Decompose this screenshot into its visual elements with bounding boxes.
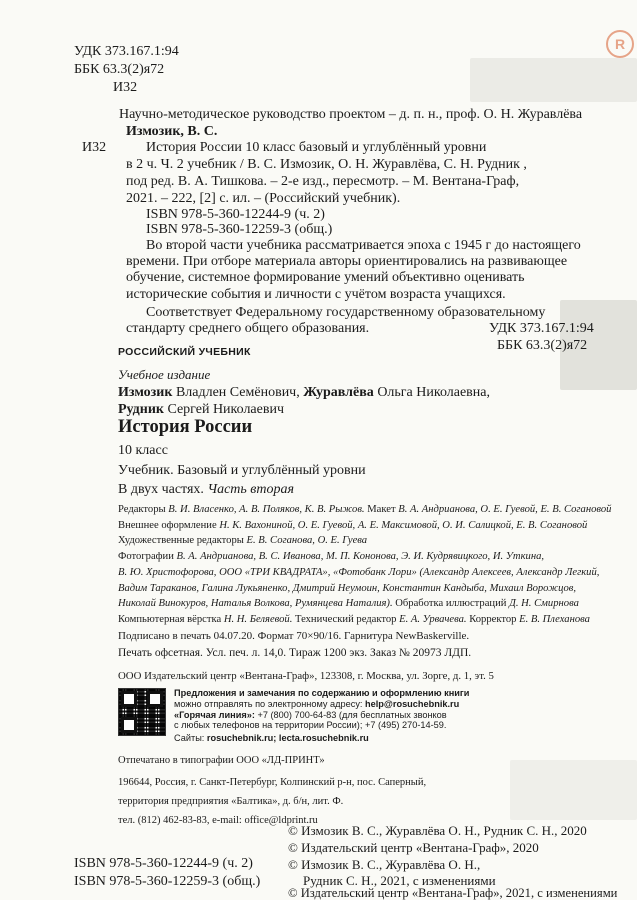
author-2-surname: Журавлёва: [303, 385, 374, 400]
catalog-line-4: 2021. – 222, [2] с. ил. – (Российский учебник).: [126, 191, 401, 206]
author-mark-top: И32: [113, 80, 138, 95]
art-names: Е. В. Соганова, О. Е. Гуева: [246, 535, 368, 547]
credits-tech-line: [118, 612, 633, 628]
qr-code-icon: [118, 688, 166, 736]
catalog-author-mark: И32: [82, 140, 107, 155]
supervisor-line: Научно-методическое руководство проектом – д. п. н., проф. О. Н. Журавлёва: [119, 107, 583, 122]
credits-photo-line-2: В. Ю. Христофорова, ООО «ТРИ КВАДРАТА», «Фотобанк Лори» (Александр Алексеев, Александр Легкий,: [118, 566, 600, 578]
book-parts: [118, 482, 294, 498]
tech-label: Технический редактор: [295, 613, 397, 625]
layout2-label: Компьютерная вёрстка: [118, 613, 222, 625]
catalog-isbn-total: ISBN 978-5-360-12259-3 (общ.): [146, 222, 333, 237]
contact-heading: Предложения и замечания по содержанию и оформлению книги: [174, 688, 470, 698]
printer-line-3: территория предприятия «Балтика», д. б/н, лит. Ф.: [118, 796, 344, 807]
credits-art-line: [118, 533, 633, 549]
layout2-name: Н. Н. Беляевой.: [223, 613, 293, 625]
udk-top: УДК 373.167.1:94: [74, 44, 179, 59]
catalog-isbn-part: ISBN 978-5-360-12244-9 (ч. 2): [146, 207, 325, 222]
contact-email-line: [174, 699, 469, 710]
sites-label: Сайты:: [174, 733, 205, 744]
authors-line-1: [118, 385, 490, 401]
catalog-line-2: в 2 ч. Ч. 2 учебник / В. С. Измозик, О. Н. Журавлёва, С. Н. Рудник ,: [126, 157, 527, 172]
copyright-3b: Рудник С. Н., 2021, с изменениями: [303, 873, 496, 888]
show-through-band: [470, 58, 637, 102]
hotline-label: «Горячая линия»:: [174, 709, 255, 720]
credits-photo-line-3: Вадим Тараканов, Галина Лукьяненко, Дмитрий Неумоин, Константин Кандыба, Михаил Ворожцов,: [118, 582, 577, 594]
credits-photo-line-4: [118, 596, 633, 612]
author-3-names: Сергей Николаевич: [167, 402, 285, 417]
copyright-3: © Измозик В. С., Журавлёва О. Н.,: [288, 857, 481, 872]
photo-label: Фотографии: [118, 551, 174, 563]
copyright-4: © Издательский центр «Вентана-Граф», 2021, с изменениями: [288, 886, 618, 900]
editors-label: Редакторы: [118, 504, 166, 515]
design-names: Н. К. Вахониной, О. Е. Гуевой, А. Е. Максимовой, О. И. Салицкой, Е. В. Согановой: [219, 519, 588, 531]
illustr-label: Обработка иллюстраций: [395, 598, 507, 610]
copyright-2: © Издательский центр «Вентана-Граф», 2020: [288, 840, 539, 855]
hotline-note: с любых телефонов на территории России);: [174, 720, 363, 731]
contact-email: help@rosuchebnik.ru: [365, 698, 460, 709]
catalog-author: Измозик, В. С.: [126, 124, 218, 139]
credits-editors-line: [118, 502, 633, 518]
contact-email-label: можно отправлять по электронному адресу:: [174, 698, 363, 709]
edition-type: Учебное издание: [118, 367, 211, 382]
photo-names-4: Николай Винокуров, Наталья Волкова, Румянцева Наталия).: [118, 598, 393, 610]
print-line-1: Подписано в печать 04.07.20. Формат 70×90/16. Гарнитура NewBaskerville.: [118, 630, 470, 642]
book-title: История России: [118, 417, 253, 437]
annotation-paragraph-2: Соответствует Федеральному государственному образовательному стандарту среднего общего образования.: [126, 304, 546, 337]
printer-line-1: Отпечатано в типографии ООО «ЛД-ПРИНТ»: [118, 755, 325, 766]
layout-names: В. А. Андрианова, О. Е. Гуевой, Е. В. Согановой: [398, 504, 612, 515]
credits-design-line: [118, 518, 633, 534]
bbk-top: ББК 63.3(2)я72: [74, 62, 165, 77]
contact-block: [174, 688, 469, 744]
author-1-names: Владлен Семёнович,: [175, 385, 300, 400]
annotation-paragraph-1: Во второй части учебника рассматривается эпоха с 1945 г до настоящего времени. При отборе материала авторы ориентировались на развивающее обучение, системное формирование умений объективно оценивать исторические события и личности с учётом возраста учащихся.: [126, 238, 581, 302]
show-through-block-2: [510, 760, 637, 820]
book-part-number: Часть вторая: [207, 482, 294, 497]
layout-label: Макет: [367, 504, 396, 515]
catalog-line-1: История России 10 класс базовый и углублённый уровни: [146, 140, 487, 155]
qr-corner: [121, 717, 137, 733]
printer-line-4: тел. (812) 462-83-83, e-mail: office@ldprint.ru: [118, 815, 318, 826]
book-grade: 10 класс: [118, 443, 168, 458]
phone-2: +7 (495) 270-14-59.: [364, 720, 447, 731]
series-label: РОССИЙСКИЙ УЧЕБНИК: [118, 346, 251, 358]
publisher-address: ООО Издательский центр «Вентана-Граф», 123308, г. Москва, ул. Зорге, д. 1, эт. 5: [118, 670, 494, 682]
footer-isbn-total: ISBN 978-5-360-12259-3 (общ.): [74, 874, 261, 889]
book-type: Учебник. Базовый и углублённый уровни: [118, 463, 366, 478]
udk-bottom: УДК 373.167.1:94: [489, 321, 594, 336]
credits-photo-line-1: [118, 549, 633, 565]
authors-line-2: [118, 402, 284, 418]
author-1-surname: Измозик: [118, 385, 173, 400]
editors-names: В. И. Власенко, А. В. Поляков, К. В. Рыжов.: [168, 504, 365, 515]
hotline-number: +7 (800) 700-64-83 (для бесплатных звонков: [257, 709, 447, 720]
print-line-2: Печать офсетная. Усл. печ. л. 14,0. Тираж 1200 экз. Заказ № 20973 ЛДП.: [118, 647, 472, 659]
art-label: Художественные редакторы: [118, 535, 244, 547]
credits: [118, 502, 633, 628]
publisher-logo-icon: R: [606, 30, 634, 58]
photo-names-1: В. А. Андрианова, В. С. Иванова, М. П. Кононова, Э. И. Кудрявицкого, И. Уткина,: [176, 551, 545, 563]
author-3-surname: Рудник: [118, 402, 164, 417]
tech-name: Е. А. Урвачева.: [399, 613, 467, 625]
corr-label: Корректор: [469, 613, 517, 625]
catalog-line-3: под ред. В. А. Тишкова. – 2-е изд., пересмотр. – М. Вентана-Граф,: [126, 174, 520, 189]
contact-sites-line: [174, 733, 469, 744]
footer-isbn-part: ISBN 978-5-360-12244-9 (ч. 2): [74, 856, 253, 871]
sites-list: rosuchebnik.ru; lecta.rosuchebnik.ru: [206, 733, 369, 744]
illustr-name: Д. Н. Смирнова: [509, 598, 579, 610]
design-label: Внешнее оформление: [118, 519, 217, 531]
copyright-1: © Измозик В. С., Журавлёва О. Н., Рудник С. Н., 2020: [288, 823, 587, 838]
printer-line-2: 196644, Россия, г. Санкт-Петербург, Колпинский р-н, пос. Саперный,: [118, 777, 427, 788]
contact-hotline-line-2: [174, 720, 469, 731]
author-2-names: Ольга Николаевна,: [377, 385, 490, 400]
book-parts-text: В двух частях.: [118, 482, 204, 497]
contact-hotline-line: [174, 710, 469, 721]
bbk-bottom: ББК 63.3(2)я72: [497, 338, 588, 353]
corr-name: Е. В. Плеханова: [519, 613, 590, 625]
